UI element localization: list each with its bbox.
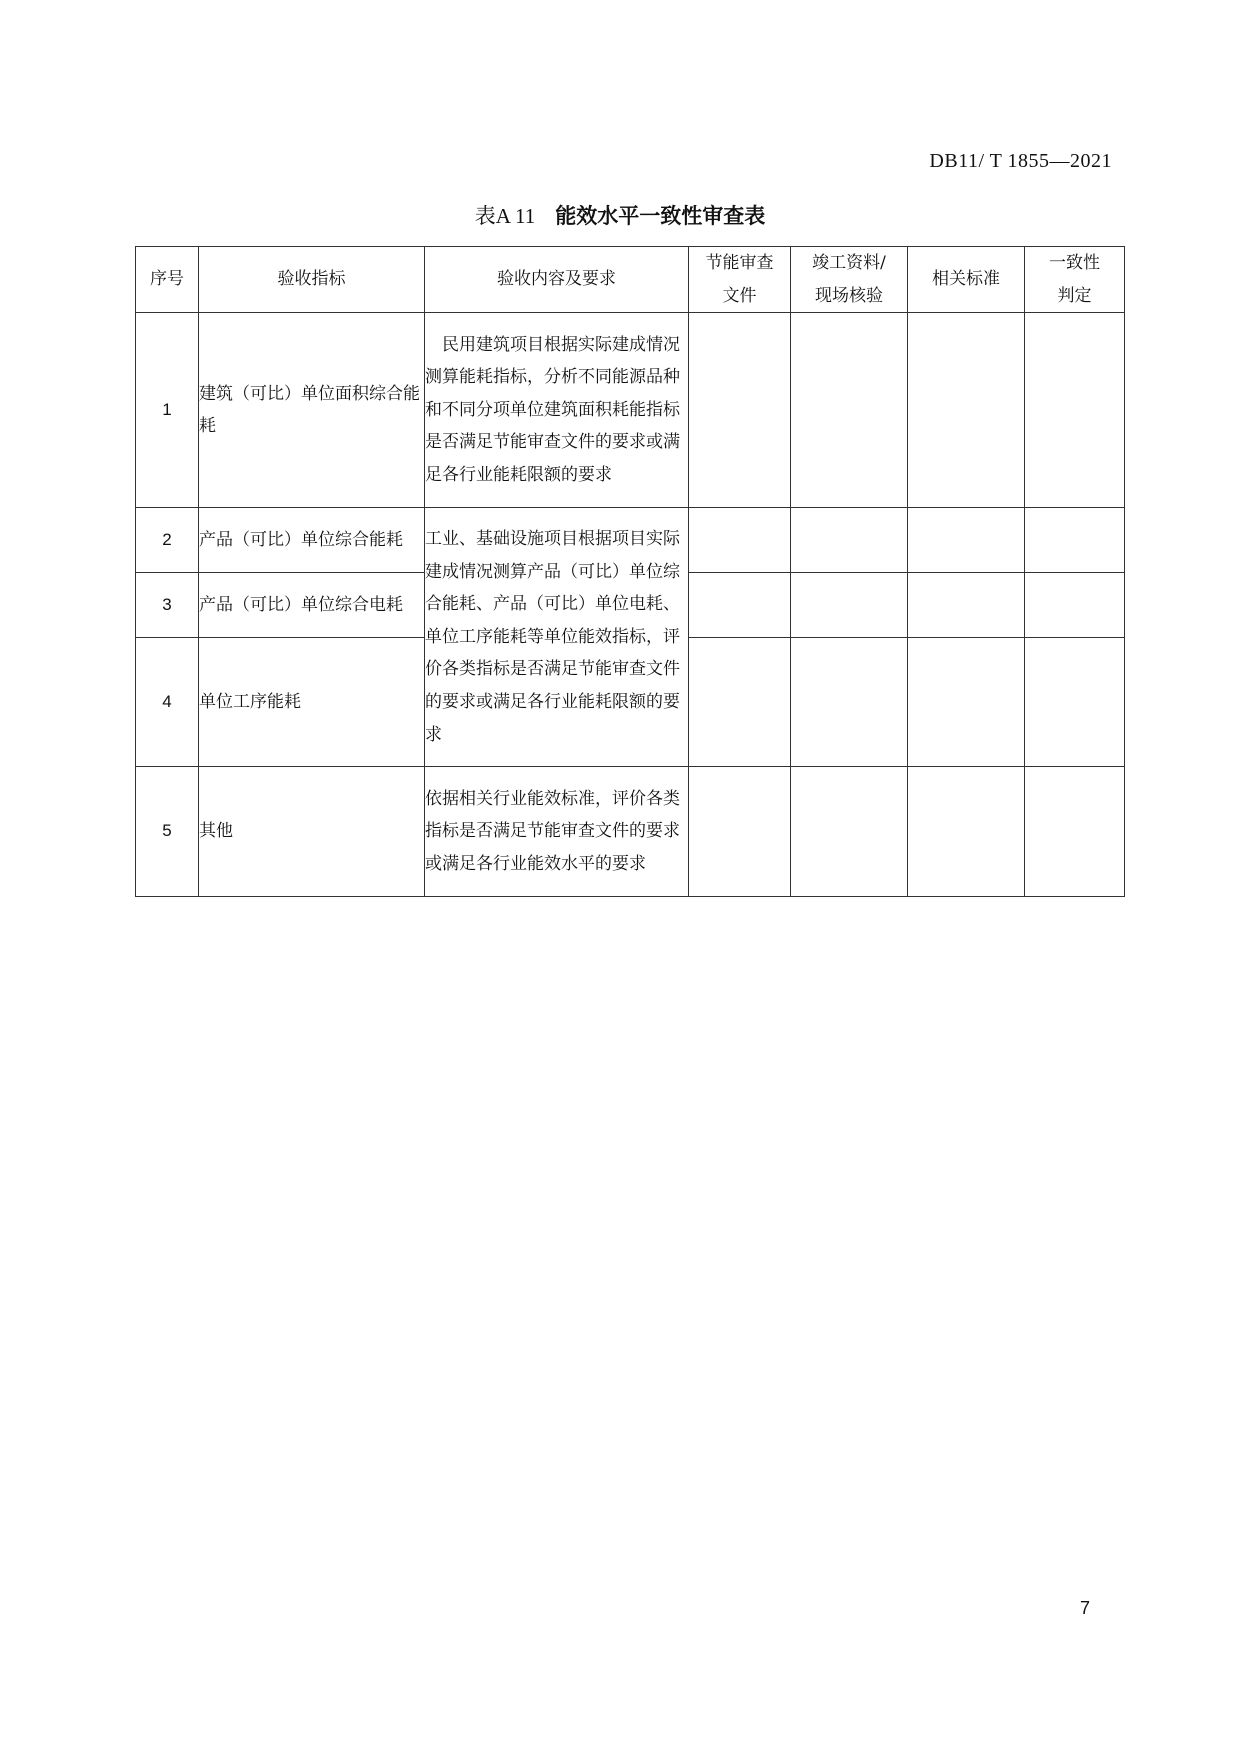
cell-review-document[interactable]: [689, 767, 791, 897]
row-requirement: 依据相关行业能效标准，评价各类指标是否满足节能审查文件的要求或满足各行业能效水平的要求: [425, 767, 689, 897]
cell-completion-verification[interactable]: [791, 638, 908, 767]
cell-completion-verification[interactable]: [791, 313, 908, 508]
table-title: [0, 200, 1240, 230]
header-review-document: 节能审查文件: [689, 247, 791, 313]
row-serial: 3: [136, 573, 199, 638]
cell-standard[interactable]: [908, 767, 1025, 897]
row-indicator: 产品（可比）单位综合电耗: [199, 573, 425, 638]
row-requirement: 民用建筑项目根据实际建成情况测算能耗指标，分析不同能源品种和不同分项单位建筑面积耗能指标是否满足节能审查文件的要求或满足各行业能耗限额的要求: [425, 313, 689, 508]
header-indicator: 验收指标: [199, 247, 425, 313]
cell-standard[interactable]: [908, 508, 1025, 573]
row-serial: 5: [136, 767, 199, 897]
header-standard: 相关标准: [908, 247, 1025, 313]
row-indicator: 产品（可比）单位综合能耗: [199, 508, 425, 573]
header-consistency: 一致性判定: [1025, 247, 1125, 313]
cell-review-document[interactable]: [689, 313, 791, 508]
row-indicator: 其他: [199, 767, 425, 897]
page-number: 7: [1079, 1598, 1090, 1618]
row-requirement: 工业、基础设施项目根据项目实际建成情况测算产品（可比）单位综合能耗、产品（可比）单位电耗、单位工序能耗等单位能效指标，评价各类指标是否满足节能审查文件的要求或满足各行业能耗限额的要求: [425, 508, 689, 767]
cell-consistency[interactable]: [1025, 767, 1125, 897]
row-indicator: 单位工序能耗: [199, 638, 425, 767]
cell-completion-verification[interactable]: [791, 767, 908, 897]
header-requirement: 验收内容及要求: [425, 247, 689, 313]
cell-consistency[interactable]: [1025, 313, 1125, 508]
cell-consistency[interactable]: [1025, 508, 1125, 573]
cell-review-document[interactable]: [689, 573, 791, 638]
row-serial: 2: [136, 508, 199, 573]
table-title-text: 能效水平一致性审查表: [555, 204, 766, 228]
cell-standard[interactable]: [908, 573, 1025, 638]
cell-completion-verification[interactable]: [791, 508, 908, 573]
row-serial: 4: [136, 638, 199, 767]
header-serial: 序号: [136, 247, 199, 313]
row-serial: 1: [136, 313, 199, 508]
header-row: [136, 247, 1125, 313]
cell-standard[interactable]: [908, 638, 1025, 767]
cell-consistency[interactable]: [1025, 638, 1125, 767]
cell-completion-verification[interactable]: [791, 573, 908, 638]
cell-review-document[interactable]: [689, 508, 791, 573]
header-completion-verification: 竣工资料/现场核验: [791, 247, 908, 313]
table-row: [136, 767, 1125, 897]
cell-standard[interactable]: [908, 313, 1025, 508]
cell-consistency[interactable]: [1025, 573, 1125, 638]
review-table: [135, 246, 1125, 897]
document-code: DB11/ T 1855—2021: [929, 150, 1112, 172]
table-row: [136, 313, 1125, 508]
table-number: 表A 11: [474, 204, 536, 228]
cell-review-document[interactable]: [689, 638, 791, 767]
row-indicator: 建筑（可比）单位面积综合能耗: [199, 313, 425, 508]
table-row: [136, 508, 1125, 573]
